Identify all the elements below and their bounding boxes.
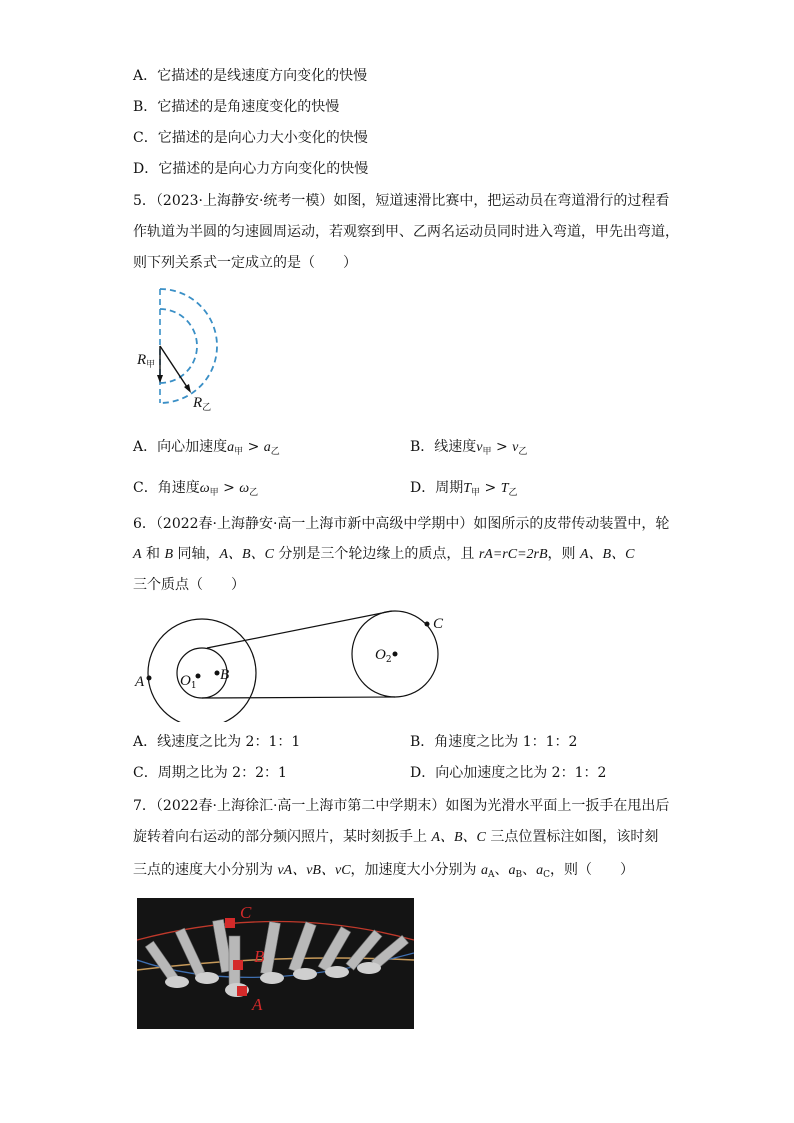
q6-option-c: C．周期之比为 2：2：1 xyxy=(133,765,287,781)
q6-stem-line-3: 三个质点（ ） xyxy=(133,577,245,593)
center-o2-label: $O_2$ xyxy=(375,647,392,665)
q4-option-a: A．它描述的是线速度方向变化的快慢 xyxy=(133,68,368,84)
q7-wrench-photo xyxy=(137,898,414,1029)
q5-option-c: C．角速度$\omega_甲 > \omega_乙$ xyxy=(133,480,259,498)
belt-bottom xyxy=(202,697,395,698)
photo-label-c: C xyxy=(240,903,252,922)
q6-option-b: B．角速度之比为 1：1：2 xyxy=(410,734,578,750)
photo-label-b: B xyxy=(254,947,265,966)
point-c-label: C xyxy=(433,616,444,632)
marker-b xyxy=(233,960,243,970)
point-b-label: B xyxy=(220,667,230,683)
marker-a xyxy=(237,986,247,996)
q7-stem-line-2: 旋转着向右运动的部分频闪照片，某时刻扳手上 A、B、C 三点位置标注如图，该时刻 xyxy=(133,829,659,845)
q5-stem-line-2: 作轨道为半圆的匀速圆周运动，若观察到甲、乙两名运动员同时进入弯道，甲先出弯道， xyxy=(133,224,679,240)
q4-option-c: C．它描述的是向心力大小变化的快慢 xyxy=(133,130,368,146)
r-yi-label: $R_乙$ xyxy=(193,395,212,413)
q5-stem-line-3: 则下列关系式一定成立的是（ ） xyxy=(133,255,357,271)
q6-stem-line-1: 6．（2022春·上海静安·高一上海市新中高级中学期中）如图所示的皮带传动装置中，轮 xyxy=(133,516,670,532)
center-o1-label: $O_1$ xyxy=(180,673,197,691)
marker-c xyxy=(225,918,235,928)
q6-option-d: D．向心加速度之比为 2：1：2 xyxy=(410,765,607,781)
q7-stem-line-1: 7．（2022春·上海徐汇·高一上海市第二中学期末）如图为光滑水平面上一扳手在甩出后 xyxy=(133,798,670,814)
q4-option-d: D．它描述的是向心力方向变化的快慢 xyxy=(133,161,369,177)
q5-option-a: A．向心加速度$a_甲 > a_乙$ xyxy=(133,439,280,457)
r-jia-label: $R_甲$ xyxy=(137,352,156,370)
point-a-label: A xyxy=(135,674,145,690)
inner-dashed-arc xyxy=(160,309,197,383)
q5-stem-line-1: 5．（2023·上海静安·统考一模）如图，短道速滑比赛中，把运动员在弯道滑行的过程看 xyxy=(133,193,670,209)
q6-option-a: A．线速度之比为 2：1：1 xyxy=(133,734,301,750)
q6-stem-line-2: A 和 B 同轴，A、B、C 分别是三个轮边缘上的质点，且 rA=rC=2rB，则 A、B、C xyxy=(133,546,635,562)
q4-option-b: B．它描述的是角速度变化的快慢 xyxy=(133,99,340,115)
q7-stem-line-3: 三点的速度大小分别为 vA、vB、vC，加速度大小分别为 $a_A$、$a_B$、$a_C$，则（ ） xyxy=(133,862,635,880)
photo-label-a: A xyxy=(252,995,263,1014)
q5-option-b: B．线速度$v_甲 > v_乙$ xyxy=(410,439,528,457)
q6-belt-figure xyxy=(130,602,460,722)
wheel-a xyxy=(148,619,256,722)
q5-option-d: D．周期$T_甲 > T_乙$ xyxy=(410,480,518,498)
